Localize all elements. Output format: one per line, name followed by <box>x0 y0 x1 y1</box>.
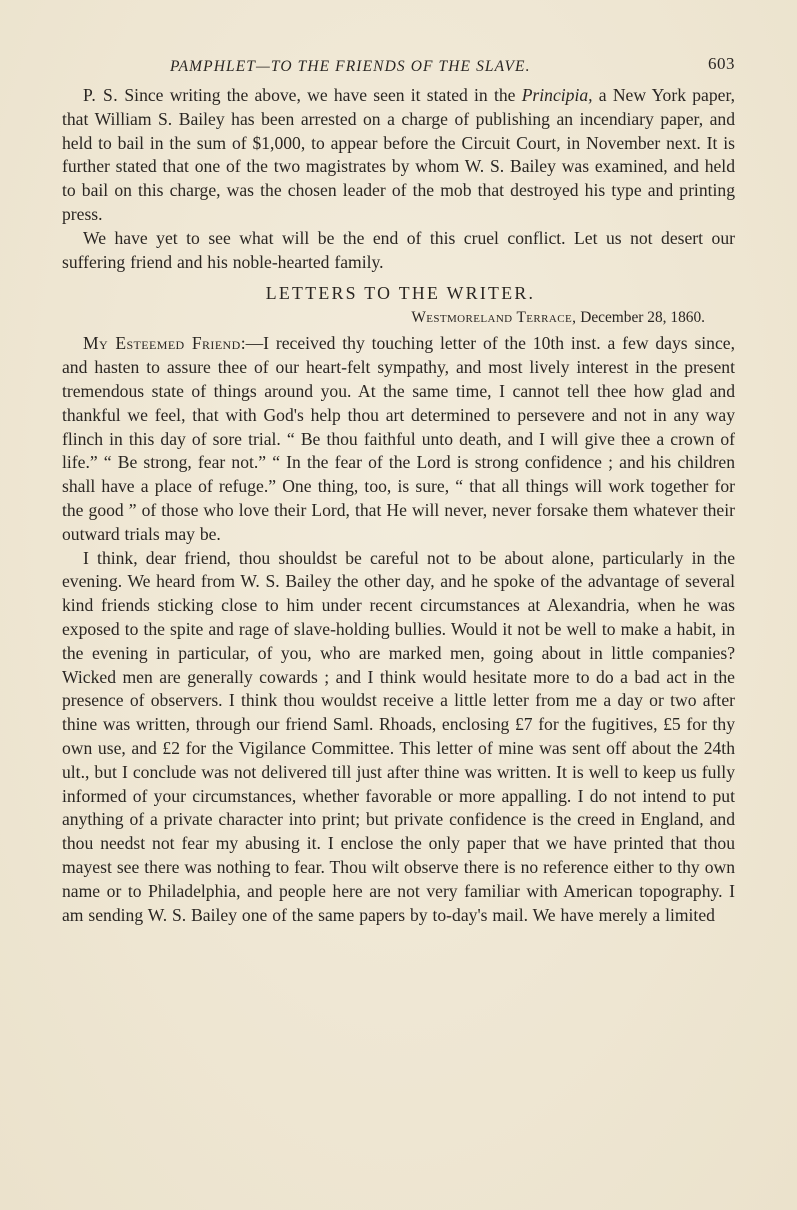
newspaper-title-principia: Principia, <box>521 85 593 105</box>
postscript-paragraph-1 <box>62 84 735 227</box>
page-number: 603 <box>708 54 735 73</box>
postscript-paragraph-2: We have yet to see what will be the end of this cruel conflict. Let us not desert our suffering friend and his noble-hearted family. <box>62 227 735 272</box>
dateline-date: December 28, 1860. <box>580 309 705 327</box>
letter-dateline <box>62 306 735 330</box>
letter-greeting: My Esteemed Friend <box>83 333 241 354</box>
postscript-label: P. S. <box>83 85 119 105</box>
section-title: LETTERS TO THE WRITER. <box>265 283 536 304</box>
letter-paragraph-1 <box>62 332 735 546</box>
postscript-text-after-italic: a New York paper, that William S. Bailey has been arrested on a charge of publishing an incendiary paper, and held to bail in the sum of $1,000, to appear before the Circuit Court, in November next. It is further stated that one of the two magistrates by whom W. S. Bailey was examined, and held to bail on this charge, was the chosen leader of the mob that destroyed his type and printing press. <box>62 85 735 224</box>
running-head <box>62 48 735 78</box>
postscript-text-before-italic: Since writing the above, we have seen it stated in the <box>124 85 516 105</box>
letter-paragraph-2: I think, dear friend, thou shouldst be careful not to be about alone, particularly in the evening. We heard from W. S. Bailey the other day, and he spoke of the advantage of several kind friends sticking close to him under recent circumstances at Alexandria, when he was exposed to the spite and rage of slave-holding bullies. Would it not be well to make a habit, in the evening in particular, of you, who are marked men, going about in little companies? Wicked men are generally cowards ; and I think would hesitate more to do a bad act in the presence of observers. I think thou wouldst receive a little letter from me a day or two after thine was written, through our friend Saml. Rhoads, enclosing £7 for the fugitives, £5 for thy own use, and £2 for the Vigilance Committee. This letter of mine was sent off about the 24th ult., but I conclude was not delivered till just after thine was written. It is well to keep us fully informed of your circumstances, whether favorable or more appalling. I do not intend to put anything of a private character into print; but private confidence is the creed in England, and thou needst not fear my abusing it. I enclose the only paper that we have printed that thou mayest see there was nothing to fear. Thou wilt observe there is no reference either to thy own name or to Philadelphia, and people here are not very familiar with American topography. I am sending W. S. Bailey one of the same papers by to-day's mail. We have merely a limited <box>62 547 735 925</box>
dateline-place: Westmoreland Terrace, <box>411 309 577 327</box>
letter-paragraph-1-text: :—I received thy touching letter of the 10th inst. a few days since, and hasten to assure thee of our heart-felt sympathy, and most lively interest in the present tremendous state of things around you. At the same time, I cannot tell thee how glad and thankful we feel, that with God's help thou art determined to persevere and not in any way flinch in this day of sore trial. “ Be thou faithful unto death, and I will give thee a crown of life.” “ Be strong, fear not.” “ In the fear of the Lord is strong confidence ; and his children shall have a place of refuge.” One thing, too, is sure, “ that all things will work together for the good ” of those who love their Lord, that He will never, never forsake them whatever their outward trials may be. <box>62 333 735 544</box>
running-title: PAMPHLET—TO THE FRIENDS OF THE SLAVE. <box>170 58 531 75</box>
